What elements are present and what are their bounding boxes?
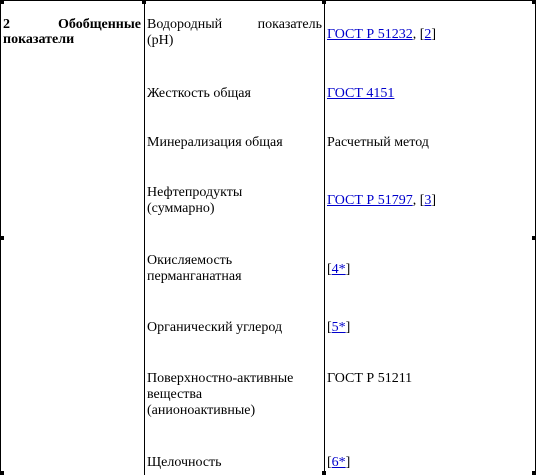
resize-handle-top-left[interactable] (0, 0, 4, 4)
reference-link[interactable]: 4* (331, 262, 346, 277)
indicator-name: Жесткость общая (147, 86, 251, 101)
indicator-name: Щелочность (147, 455, 222, 470)
resize-handle-left[interactable] (0, 236, 4, 240)
resize-handle-bottom-left[interactable] (0, 471, 4, 475)
indicator-name: Нефтепродукты (суммарно) (147, 185, 243, 216)
method-reference: [6*] (327, 455, 351, 470)
resize-handle-bottom-right[interactable] (532, 471, 536, 475)
section-title-word2: показатели (3, 32, 75, 47)
method-reference (327, 86, 532, 102)
reference-link[interactable]: 6* (331, 455, 346, 470)
resize-handle-bottom[interactable] (322, 471, 326, 475)
column-divider-1 (144, 0, 145, 475)
reference-link[interactable]: 2 (424, 27, 432, 42)
standard-link[interactable]: ГОСТ Р 51232 (327, 27, 413, 42)
indicator-name: Органический углерод (147, 320, 283, 335)
indicator-name: Водородный показатель (pH) (147, 17, 322, 48)
section-label (3, 17, 141, 47)
method-reference: ГОСТ Р 51232, [2] (327, 27, 437, 42)
resize-handle-top[interactable] (322, 0, 326, 4)
reference-link[interactable]: 5* (331, 320, 346, 335)
section-title-word1: Обобщенные (57, 17, 141, 32)
resize-handle-top-right[interactable] (532, 0, 536, 4)
method-text: Расчетный метод (327, 135, 429, 150)
standard-link[interactable]: ГОСТ Р 51797 (327, 193, 413, 208)
table-top-border (0, 0, 536, 1)
resize-handle-right[interactable] (532, 236, 536, 240)
indicator-name: Поверхностно-активные вещества (анионоактивные) (147, 371, 294, 418)
method-reference: [5*] (327, 320, 351, 335)
section-number: 2 (3, 17, 10, 32)
reference-link[interactable]: 3 (424, 193, 432, 208)
indicator-name: Минерализация общая (147, 135, 283, 150)
method-reference: ГОСТ Р 51797, [3] (327, 193, 437, 208)
method-reference: [4*] (327, 262, 351, 277)
method-text: ГОСТ Р 51211 (327, 371, 413, 386)
resize-handle-top[interactable] (142, 0, 146, 4)
column-divider-2 (324, 0, 325, 475)
indicator-name: Окисляемость перманганатная (147, 253, 242, 284)
standard-link[interactable]: ГОСТ 4151 (327, 86, 395, 101)
